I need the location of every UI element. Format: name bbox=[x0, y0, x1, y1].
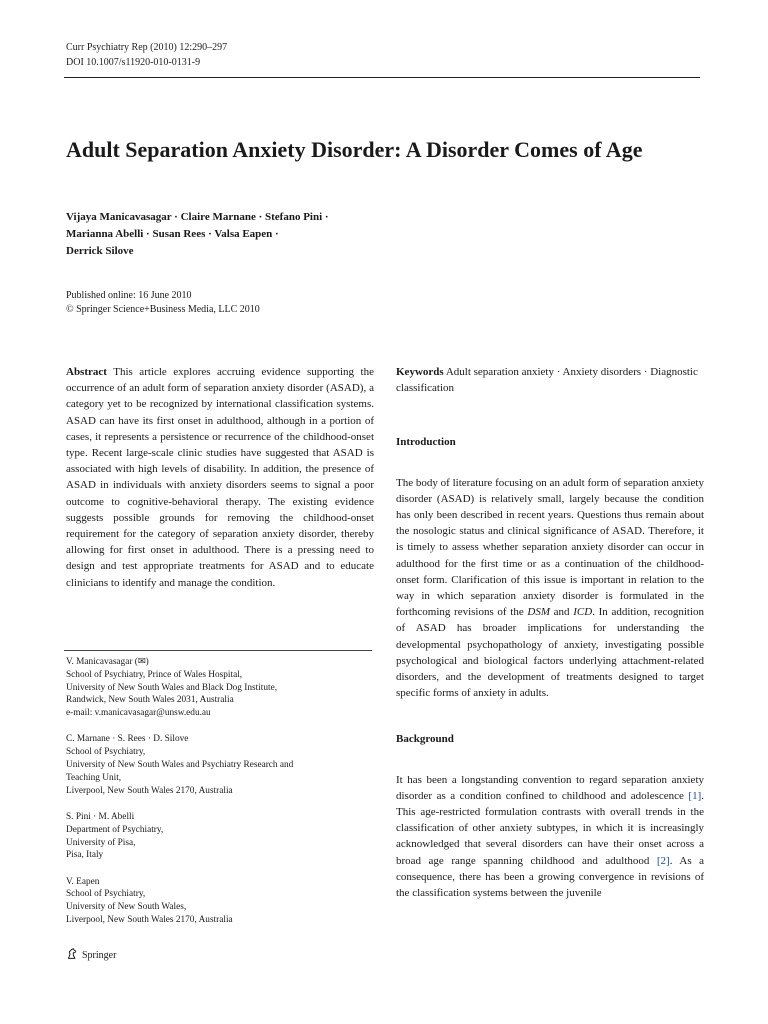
affiliation-line: Teaching Unit, bbox=[66, 772, 122, 783]
affiliation-line: Pisa, Italy bbox=[66, 850, 104, 861]
introduction-paragraph: The body of literature focusing on an adult form of separation anxiety disorder (ASAD) is relatively small, largely because the condition has only been described in recent years. Questions thus remain about the nosologic status and clinical significance of ASAD. Therefore, it is timely to assess whether separation anxiety disorder can occur in adulthood for the first time or as a continuation of the childhood-onset form. Clarification of this issue is important in relation to the way in which separation anxiety disorder is formulated in the forthcoming revisions of the DSM and ICD. In addition, recognition of ASAD has broader implications for understanding the developmental psychopathology of anxiety, investigating possible psychological and biological factors underlying attachment-related disorders, and the development of treatments designed to target specific forms of anxiety in adults. bbox=[396, 476, 705, 700]
affiliation bbox=[66, 876, 374, 927]
affiliation bbox=[66, 733, 374, 797]
affiliation-line: Liverpool, New South Wales 2170, Australia bbox=[66, 915, 233, 926]
keywords-text: Adult separation anxiety · Anxiety disorders · Diagnostic classification bbox=[396, 366, 698, 395]
doi[interactable]: DOI 10.1007/s11920-010-0131-9 bbox=[66, 57, 201, 68]
affiliation bbox=[66, 656, 374, 720]
author-line: Marianna Abelli · Susan Rees · Valsa Eapen · bbox=[66, 228, 279, 240]
left-column bbox=[66, 364, 374, 591]
publication-info bbox=[66, 289, 260, 317]
journal-citation: Curr Psychiatry Rep (2010) 12:290–297 bbox=[66, 42, 228, 53]
abstract bbox=[66, 364, 374, 591]
affiliation-line: University of New South Wales and Black Dog Institute, bbox=[66, 682, 278, 693]
affiliation-line: School of Psychiatry, bbox=[66, 747, 146, 758]
right-column bbox=[396, 364, 704, 901]
citation-link[interactable]: [1] bbox=[688, 789, 702, 802]
published-date: Published online: 16 June 2010 bbox=[66, 290, 192, 301]
author-list bbox=[66, 209, 386, 260]
author-line: Derrick Silove bbox=[66, 245, 134, 257]
background-paragraph: It has been a longstanding convention to regard separation anxiety disorder as a condition confined to childhood and adolescence [1]. This age-restricted formulation contrasts with overall trends in the classification of other anxiety subtypes, in which it is increasingly acknowledged that several disorders can have their onset across a broad age range spanning childhood and adulthood [2]. As a consequence, there has been a growing convergence in revisions of the classification systems between the juvenile bbox=[396, 773, 704, 900]
affiliation-line: Randwick, New South Wales 2031, Australia bbox=[66, 695, 234, 706]
affiliation-line: University of Pisa, bbox=[66, 837, 136, 848]
header-rule bbox=[64, 77, 700, 78]
affiliation-line: School of Psychiatry, Prince of Wales Hospital, bbox=[66, 669, 243, 680]
journal-header bbox=[66, 40, 227, 70]
keywords bbox=[396, 364, 704, 396]
email-link[interactable]: e-mail: v.manicavasagar@unsw.edu.au bbox=[66, 708, 211, 719]
affiliation-names: S. Pini · M. Abelli bbox=[66, 811, 135, 822]
affiliation-line: School of Psychiatry, bbox=[66, 889, 146, 900]
icd-term: ICD bbox=[573, 606, 593, 619]
affiliation-line: University of New South Wales and Psychiatry Research and bbox=[66, 760, 294, 771]
citation-link[interactable]: [2] bbox=[656, 854, 670, 867]
dsm-term: DSM bbox=[527, 606, 550, 619]
affiliation-line: Liverpool, New South Wales 2170, Australia bbox=[66, 785, 233, 796]
section-heading-background: Background bbox=[396, 733, 454, 746]
affiliation bbox=[66, 811, 374, 862]
publisher-footer bbox=[66, 947, 116, 963]
abstract-text: This article explores accruing evidence supporting the occurrence of an adult form of separation anxiety disorder (ASAD), a category yet to be recognized by international classification systems. ASAD can have its first onset in adulthood, although in a portion of cases, it represents a persistence or recurrence of the childhood-onset type. Recent large-scale clinic studies have suggested that ASAD is associated with high levels of disability. In addition, the presence of ASAD in individuals with anxiety disorders seems to signal a poor outcome to cognitive-behavioral therapy. The existing evidence suggests possible grounds for removing the childhood-onset requirement for the category of separation anxiety disorder, thereby allowing for first onset in adulthood. There is a pressing need to design and test appropriate treatments for ASAD and to educate clinicians to identify and manage the condition. bbox=[66, 366, 374, 589]
affiliation-names: V. Eapen bbox=[66, 876, 100, 887]
author-line: Vijaya Manicavasagar · Claire Marnane · Stefano Pini · bbox=[66, 211, 329, 223]
abstract-label: Abstract bbox=[66, 366, 107, 378]
publisher-name: Springer bbox=[82, 949, 117, 961]
section-heading-introduction: Introduction bbox=[396, 436, 456, 449]
affiliation-names: V. Manicavasagar (✉) bbox=[66, 657, 149, 667]
affiliation-rule bbox=[64, 650, 372, 651]
affiliation-line: Department of Psychiatry, bbox=[66, 824, 164, 835]
affiliation-names: C. Marnane · S. Rees · D. Silove bbox=[66, 734, 189, 745]
affiliations bbox=[66, 656, 374, 940]
article-title: Adult Separation Anxiety Disorder: A Disorder Comes of Age bbox=[66, 137, 643, 162]
keywords-label: Keywords bbox=[396, 366, 444, 378]
affiliation-line: University of New South Wales, bbox=[66, 902, 187, 913]
copyright: © Springer Science+Business Media, LLC 2010 bbox=[66, 304, 260, 315]
springer-horse-icon bbox=[66, 947, 79, 963]
